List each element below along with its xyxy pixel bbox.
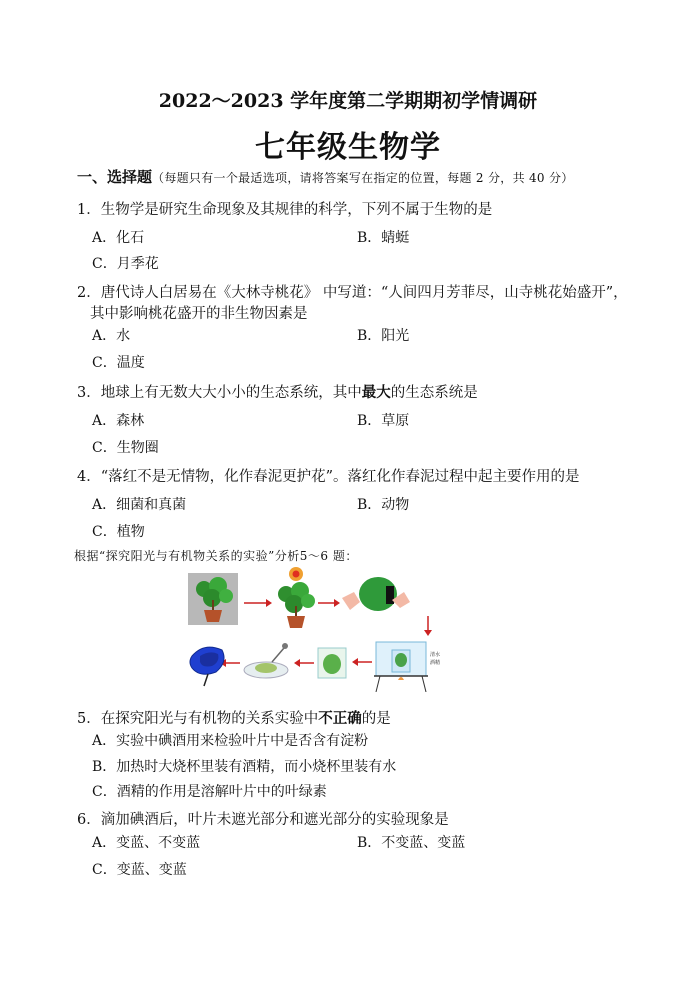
arrow-icon — [424, 616, 432, 636]
question-6-option-c: C．变蓝、变蓝 — [92, 862, 187, 878]
leaf-picking-step — [342, 577, 410, 611]
question-4-option-b: B．动物 — [357, 497, 410, 513]
question-2-option-a: A．水 — [92, 328, 131, 344]
question-5-option-a: A．实验中碘酒用来检验叶片中是否含有淀粉 — [92, 733, 369, 749]
section-label: 一、选择题 — [77, 168, 153, 186]
question-6-option-a: A．变蓝、不变蓝 — [92, 835, 201, 851]
question-3-stem-pre: 3．地球上有无数大大小小的生态系统，其中 — [77, 385, 362, 401]
iodine-drop-step — [244, 643, 288, 678]
subject-title: 七年级生物学 — [255, 130, 441, 165]
question-4-stem: 4．“落红不是无情物，化作春泥更护花”。落红化作春泥过程中起主要作用的是 — [77, 469, 580, 485]
question-4-option-c: C．植物 — [92, 524, 145, 540]
question-2-stem-cont: 其中影响桃花盛开的非生物因素是 — [90, 306, 308, 322]
question-6-stem: 6．滴加碘酒后，叶片未遮光部分和遮光部分的实验现象是 — [77, 812, 449, 828]
arrow-icon — [352, 658, 372, 666]
question-3-option-a: A．森林 — [92, 413, 145, 429]
plant-in-dark-step — [188, 573, 238, 625]
question-1-option-b: B．蜻蜓 — [357, 230, 410, 246]
question-2-stem: 2．唐代诗人白居易在《大林寺桃花》 中写道：“人间四月芳菲尽，山寺桃花始盛开”， — [77, 285, 628, 301]
figure-instruction: 根据“探究阳光与有机物关系的实验”分析5～6 题： — [74, 549, 358, 563]
question-1-stem: 1．生物学是研究生命现象及其规律的科学，下列不属于生物的是 — [77, 202, 493, 218]
arrow-icon — [294, 659, 314, 667]
question-5-stem-post: 的是 — [361, 711, 391, 727]
question-3-stem-emphasis: 最大 — [361, 384, 391, 401]
alcohol-label: 酒精 — [430, 660, 441, 666]
question-5-option-b: B．加热时大烧杯里装有酒精，而小烧杯里装有水 — [92, 759, 397, 775]
question-1-option-a: A．化石 — [92, 230, 145, 246]
question-4-option-a: A．细菌和真菌 — [92, 497, 187, 513]
water-bath-heating-step — [374, 642, 440, 692]
question-5-option-c: C．酒精的作用是溶解叶片中的叶绿素 — [92, 784, 327, 800]
arrow-icon — [318, 599, 340, 607]
rinsing-beaker-step — [318, 648, 346, 678]
question-3-option-c: C．生物圈 — [92, 440, 159, 456]
experiment-figure — [188, 564, 450, 692]
water-label: 清水 — [430, 652, 441, 658]
question-2-option-c: C．温度 — [92, 355, 145, 371]
question-5-stem-emphasis: 不正确 — [318, 710, 362, 727]
question-5-stem — [77, 707, 391, 728]
question-3-stem — [77, 381, 478, 402]
question-3-option-b: B．草原 — [357, 413, 410, 429]
plant-in-sunlight-step — [278, 567, 315, 628]
exam-title: 2022～2023 学年度第二学期期初学情调研 — [158, 90, 538, 112]
question-2-option-b: B．阳光 — [357, 328, 410, 344]
section-heading — [77, 166, 574, 187]
question-3-stem-post: 的生态系统是 — [390, 385, 478, 401]
question-1-option-c: C．月季花 — [92, 256, 159, 272]
arrow-icon — [244, 599, 272, 607]
section-note: （每题只有一个最适选项，请将答案写在指定的位置，每题 2 分，共 40 分） — [152, 171, 574, 185]
question-6-option-b: B．不变蓝、变蓝 — [357, 835, 466, 851]
question-5-stem-pre: 5．在探究阳光与有机物的关系实验中 — [77, 711, 319, 727]
stained-leaf-result — [190, 647, 224, 686]
